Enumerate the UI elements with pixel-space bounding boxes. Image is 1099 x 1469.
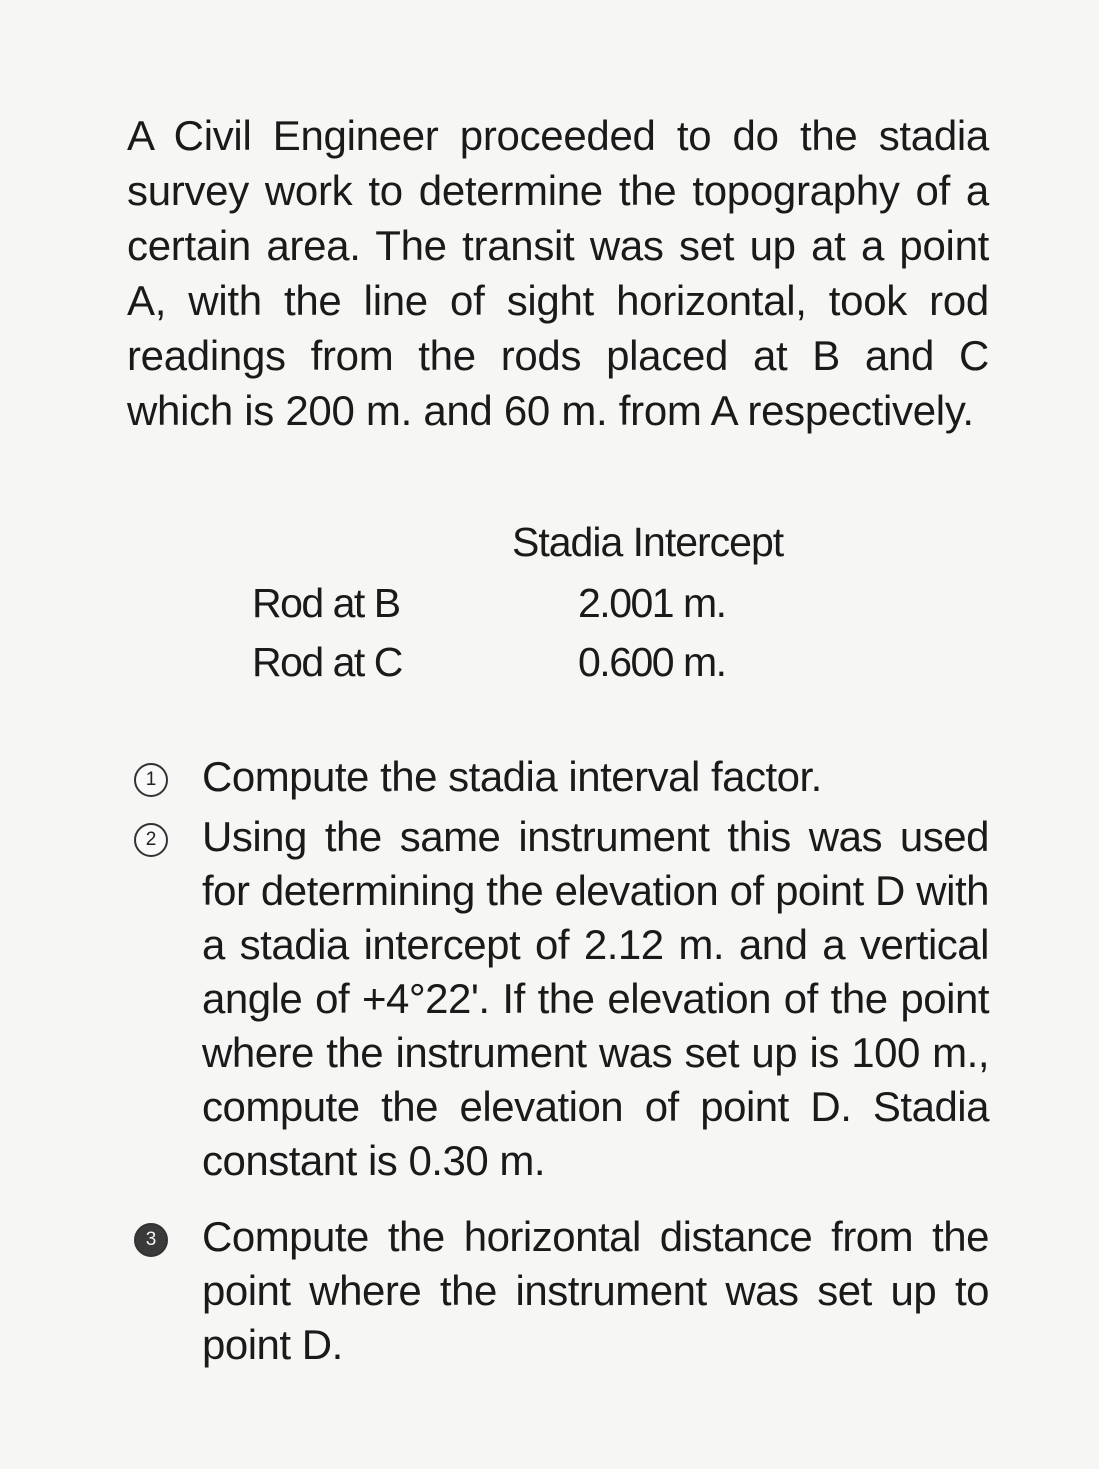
question-number-1: 1 [134,763,168,797]
question-number-3: 3 [134,1223,168,1257]
question-text: Using the same instrument this was used for determining the elevation of point D with a stadia intercept of 2.12 m. and a vertical angle of +4°22'. If the elevation of the point where the instrument was set up is 100 m., compute the elevation of point D. Stadia constant is 0.30 m. [202,813,989,1184]
question-text: Compute the horizontal distance from the point where the instrument was set up to point D. [202,1213,989,1368]
question-text: Compute the stadia interval factor. [202,753,822,800]
problem-statement: A Civil Engineer proceeded to do the stadia survey work to determine the topography of a certain area. The transit was set up at a point A, with the line of sight horizontal, took rod readings from the rods placed at B and C which is 200 m. and 60 m. from A respectively. [127,112,989,434]
question-number-2: 2 [134,823,168,857]
table-row [0,635,1099,690]
table-row [0,576,1099,631]
rod-intercept-value: 2.001 m. [578,580,726,626]
rod-label: Rod at B [252,580,400,626]
rod-intercept-value: 0.600 m. [578,639,726,685]
rod-label: Rod at C [252,639,402,685]
stadia-intercept-header: Stadia Intercept [512,519,784,565]
